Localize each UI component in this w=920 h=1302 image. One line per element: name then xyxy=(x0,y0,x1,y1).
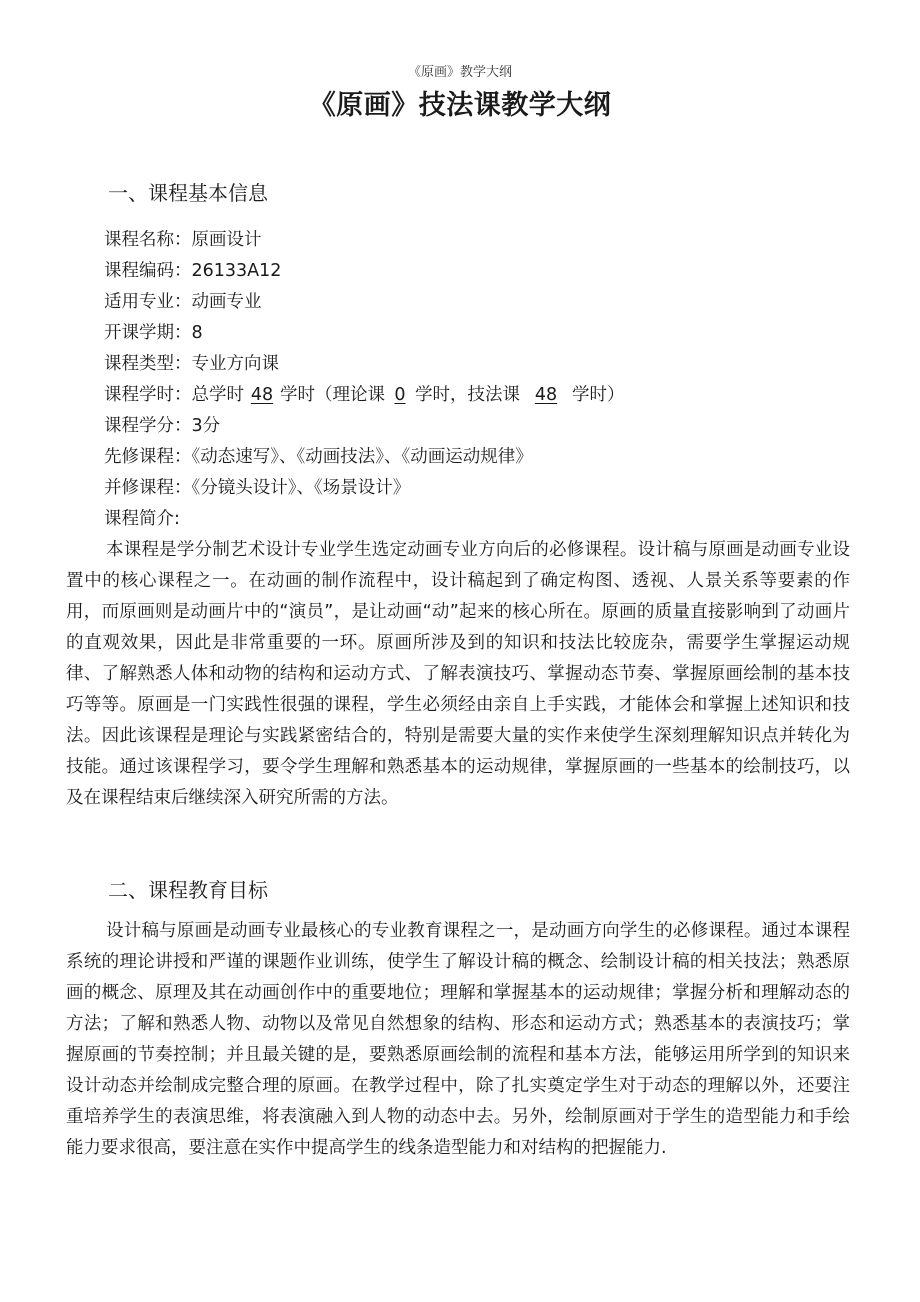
hours-prefix: 课程学时：总学时 xyxy=(104,385,244,405)
course-name-row: 课程名称：原画设计 xyxy=(104,230,262,250)
hours-mid1: 学时（理论课 xyxy=(280,385,385,405)
semester-row: 开课学期：8 xyxy=(104,323,203,343)
theory-hours-value: 0 xyxy=(394,385,406,405)
practice-hours-value: 48 xyxy=(534,385,558,405)
prerequisites-row: 先修课程：《动态速写》、《动画技法》、《动画运动规律》 xyxy=(104,447,533,467)
hours-suffix: 学时） xyxy=(572,385,625,405)
intro-label: 课程简介: xyxy=(104,509,180,529)
course-info-list xyxy=(104,225,864,535)
course-type-row: 课程类型：专业方向课 xyxy=(104,354,279,374)
course-code-row: 课程编码：26133A12 xyxy=(104,261,282,281)
course-intro-paragraph: 本课程是学分制艺术设计专业学生选定动画专业方向后的必修课程。设计稿与原画是动画专业设置中的核心课程之一。在动画的制作流程中，设计稿起到了确定构图、透视、人景关系等要素的作用，而原画则是动画片中的“演员”，是让动画“动”起来的核心所在。原画的质量直接影响到了动画片的直观效果，因此是非常重要的一环。原画所涉及到的知识和技法比较庞杂，需要学生掌握运动规律、了解熟悉人体和动物的结构和运动方式、了解表演技巧、掌握动态节奏、掌握原画绘制的基本技巧等等。原画是一门实践性很强的课程，学生必须经由亲自上手实践，才能体会和掌握上述知识和技法。因此该课程是理论与实践紧密结合的，特别是需要大量的实作来使学生深刻理解知识点并转化为技能。通过该课程学习，要令学生理解和熟悉基本的运动规律，掌握原画的一些基本的绘制技巧，以及在课程结束后继续深入研究所需的方法。 xyxy=(66,540,850,808)
total-hours-value: 48 xyxy=(250,385,274,405)
course-hours-row xyxy=(104,380,864,411)
corequisites-row: 并修课程：《分镜头设计》、《场景设计》 xyxy=(104,478,411,498)
document-title: 《原画》技法课教学大纲 xyxy=(308,90,612,121)
section-heading-basic-info: 一、课程基本信息 xyxy=(108,181,268,205)
objectives-paragraph: 设计稿与原画是动画专业最核心的专业教育课程之一，是动画方向学生的必修课程。通过本课程系统的理论讲授和严谨的课题作业训练，使学生了解设计稿的概念、绘制设计稿的相关技法；熟悉原画的概念、原理及其在动画创作中的重要地位；理解和掌握基本的运动规律；掌握分析和理解动态的方法；了解和熟悉人物、动物以及常见自然想象的结构、形态和运动方式；熟悉基本的表演技巧；掌握原画的节奏控制；并且最关键的是，要熟悉原画绘制的流程和基本方法，能够运用所学到的知识来设计动态并绘制成完整合理的原画。在教学过程中，除了扎实奠定学生对于动态的理解以外，还要注重培养学生的表演思维，将表演融入到人物的动态中去。另外，绘制原画对于学生的造型能力和手绘能力要求很高，要注意在实作中提高学生的线条造型能力和对结构的把握能力. xyxy=(66,921,850,1158)
section-heading-objectives: 二、课程教育目标 xyxy=(108,878,268,902)
major-row: 适用专业：动画专业 xyxy=(104,292,262,312)
hours-mid2: 学时，技法课 xyxy=(415,385,520,405)
credits-row: 课程学分：3分 xyxy=(104,416,221,436)
running-header: 《原画》教学大纲 xyxy=(407,65,512,80)
